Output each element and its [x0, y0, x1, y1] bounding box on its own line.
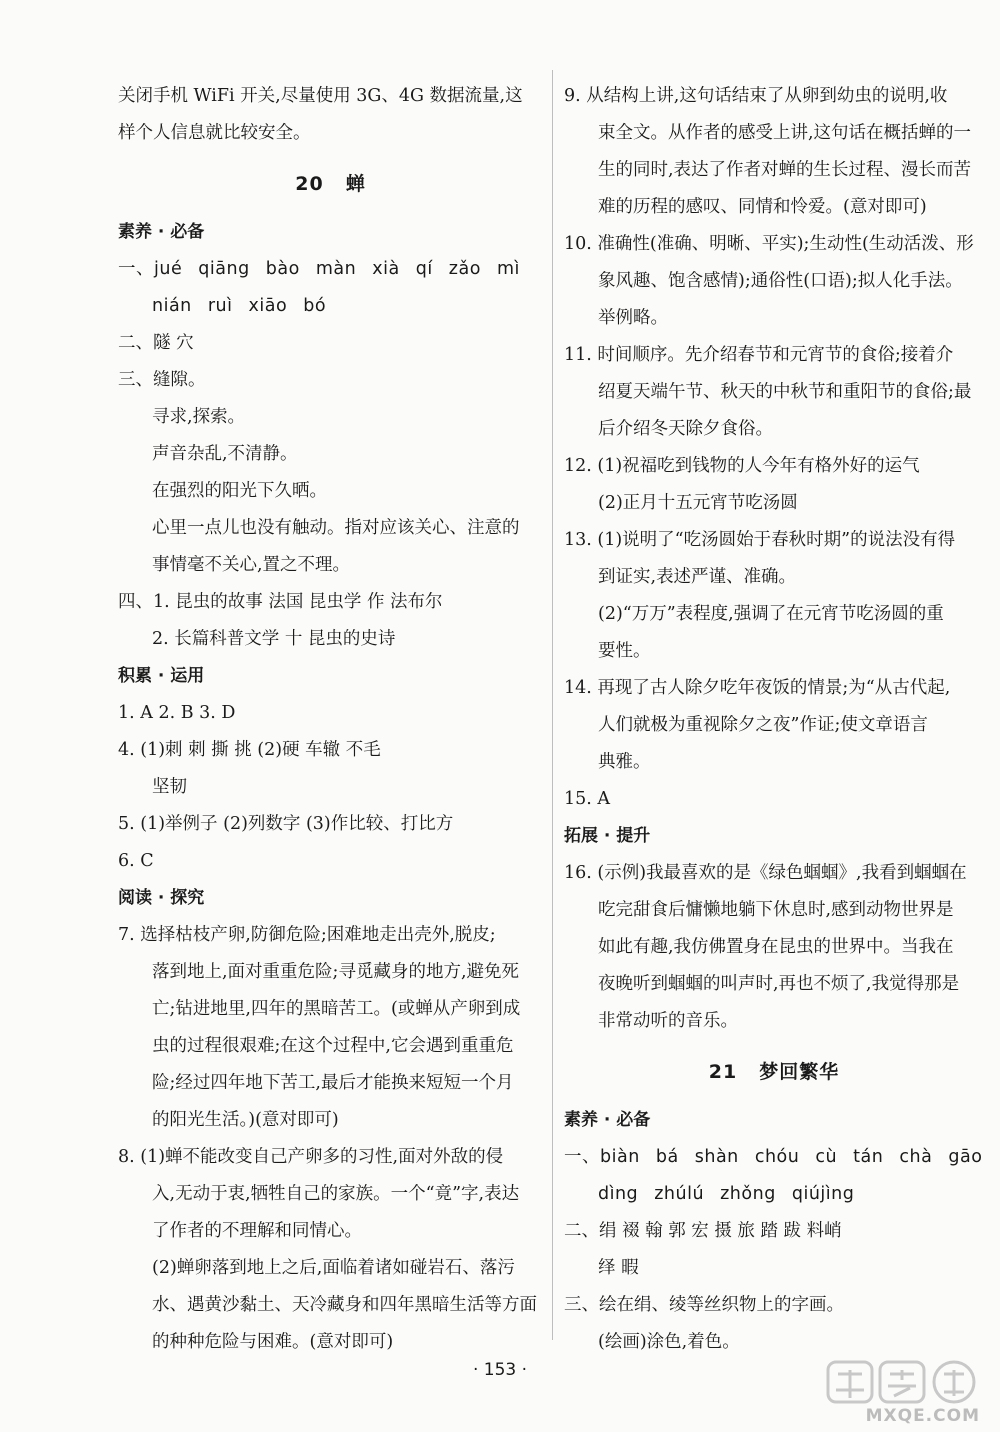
answer-line: dìng zhúlú zhǒng qiújìng [598, 1184, 855, 1204]
answer-line: 后介绍冬天除夕食俗。 [598, 419, 773, 439]
answer-line: 一、jué qiāng bào màn xià qí zǎo mì [118, 259, 520, 279]
watermark-text: MXQE.COM [865, 1406, 980, 1426]
answer-line: 生的同时,表达了作者对蝉的生长过程、漫长而苦 [598, 160, 972, 180]
answer-line: 落到地上,面对重重危险;寻觅藏身的地方,避免死 [152, 962, 520, 982]
answer-line: 7. 选择枯枝产卵,防御危险;困难地走出壳外,脱皮; [118, 925, 496, 945]
answer-line: 到证实,表述严谨、准确。 [598, 567, 797, 587]
answer-line: 9. 从结构上讲,这句话结束了从卵到幼虫的说明,收 [564, 86, 948, 106]
answer-line: 事情毫不关心,置之不理。 [152, 555, 351, 575]
answer-line: 绎 暇 [598, 1258, 639, 1278]
answer-line: 三、绘在绢、绫等丝织物上的字画。 [564, 1295, 844, 1315]
answer-line: (2)正月十五元宵节吃汤圆 [598, 493, 798, 513]
answer-line: 三、缝隙。 [118, 370, 206, 390]
answer-line: 样个人信息就比较安全。 [118, 123, 311, 143]
answer-line: 关闭手机 WiFi 开关,尽量使用 3G、4G 数据流量,这 [118, 86, 523, 106]
answer-line: 11. 时间顺序。先介绍春节和元宵节的食俗;接着介 [564, 345, 954, 365]
answer-line: 难的历程的感叹、同情和怜爱。(意对即可) [598, 197, 927, 217]
right-column [564, 78, 984, 1361]
answer-line: (2)“万万”表程度,强调了在元宵节吃汤圆的重 [598, 604, 944, 624]
section-heading: 积累 · 运用 [118, 666, 205, 686]
lesson-name: 梦回繁华 [759, 1061, 840, 1083]
left-column [118, 78, 543, 1361]
answer-line: 绍夏天端午节、秋天的中秋节和重阳节的食俗;最 [598, 382, 972, 402]
section-heading: 素养 · 必备 [118, 222, 205, 242]
answer-line: 险;经过四年地下苦工,最后才能换来短短一个月 [152, 1073, 514, 1093]
answer-line: nián ruì xiāo bó [152, 296, 327, 316]
answer-line: 4. (1)刺 刺 撕 挑 (2)硬 车辙 不毛 [118, 740, 381, 760]
answer-line: 寻求,探索。 [152, 407, 246, 427]
answer-line: 束全文。从作者的感受上讲,这句话在概括蝉的一 [598, 123, 972, 143]
answer-line: 要性。 [598, 641, 651, 661]
lesson-title [564, 1054, 984, 1094]
answer-line: 心里一点儿也没有触动。指对应该关心、注意的 [152, 518, 520, 538]
answer-line: 声音杂乱,不清静。 [152, 444, 298, 464]
answer-line: 的种种危险与困难。(意对即可) [152, 1332, 394, 1352]
answer-line: 14. 再现了古人除夕吃年夜饭的情景;为“从古代起, [564, 678, 951, 698]
answer-line: 举例略。 [598, 308, 668, 328]
section-heading: 素养 · 必备 [564, 1110, 651, 1130]
answer-line: 一、biàn bá shàn chóu cù tán chà gāo [564, 1147, 983, 1167]
answer-line: 二、绢 裰 翰 郭 宏 摄 旅 踏 跋 料峭 [564, 1221, 842, 1241]
answer-line: (绘画)涂色,着色。 [598, 1332, 740, 1352]
answer-line: 非常动听的音乐。 [598, 1011, 738, 1031]
answer-line: 夜晚听到蝈蝈的叫声时,再也不烦了,我觉得那是 [598, 974, 960, 994]
answer-line: 在强烈的阳光下久晒。 [152, 481, 327, 501]
column-divider [552, 70, 553, 1340]
answer-line: 5. (1)举例子 (2)列数字 (3)作比较、打比方 [118, 814, 454, 834]
answer-line: 15. A [564, 789, 611, 809]
answer-line: 13. (1)说明了“吃汤圆始于春秋时期”的说法没有得 [564, 530, 956, 550]
answer-line: 1. A 2. B 3. D [118, 703, 236, 723]
answer-line: 10. 准确性(准确、明晰、平实);生动性(生动活泼、形 [564, 234, 974, 254]
answer-line: 坚韧 [152, 777, 187, 797]
answer-line: 入,无动于衷,牺牲自己的家族。一个“竟”字,表达 [152, 1184, 520, 1204]
answer-line: 12. (1)祝福吃到钱物的人今年有格外好的运气 [564, 456, 920, 476]
answer-line: (2)蝉卵落到地上之后,面临着诸如碰岩石、落污 [152, 1258, 515, 1278]
answer-line: 亡;钻进地里,四年的黑暗苦工。(或蝉从产卵到成 [152, 999, 521, 1019]
section-heading: 阅读 · 探究 [118, 888, 205, 908]
answer-line: 16. (示例)我最喜欢的是《绿色蝈蝈》,我看到蝈蝈在 [564, 863, 967, 883]
answer-line: 了作者的不理解和同情心。 [152, 1221, 362, 1241]
answer-line: 的阳光生活。)(意对即可) [152, 1110, 339, 1130]
lesson-title [118, 166, 543, 206]
answer-line: 8. (1)蝉不能改变自己产卵多的习性,面对外敌的侵 [118, 1147, 504, 1167]
answer-line: 吃完甜食后慵懒地躺下休息时,感到动物世界是 [598, 900, 954, 920]
section-heading: 拓展 · 提升 [564, 826, 651, 846]
page-number: · 153 · [472, 1360, 528, 1380]
answer-line: 二、隧 穴 [118, 333, 194, 353]
answer-line: 虫的过程很艰难;在这个过程中,它会遇到重重危 [152, 1036, 514, 1056]
lesson-number: 21 [708, 1061, 738, 1083]
answer-line: 人们就极为重视除夕之夜”作证;使文章语言 [598, 715, 928, 735]
answer-line: 典雅。 [598, 752, 651, 772]
answer-line: 水、遇黄沙黏土、天冷藏身和四年黑暗生活等方面 [152, 1295, 537, 1315]
answer-line: 如此有趣,我仿佛置身在昆虫的世界中。当我在 [598, 937, 954, 957]
answer-line: 2. 长篇科普文学 十 昆虫的史诗 [152, 629, 396, 649]
lesson-name: 蝉 [345, 173, 366, 195]
answer-line: 象风趣、饱含感情);通俗性(口语);拟人化手法。 [598, 271, 963, 291]
lesson-number: 20 [295, 173, 324, 195]
answer-line: 6. C [118, 851, 154, 871]
answer-line: 四、1. 昆虫的故事 法国 昆虫学 作 法布尔 [118, 592, 443, 612]
